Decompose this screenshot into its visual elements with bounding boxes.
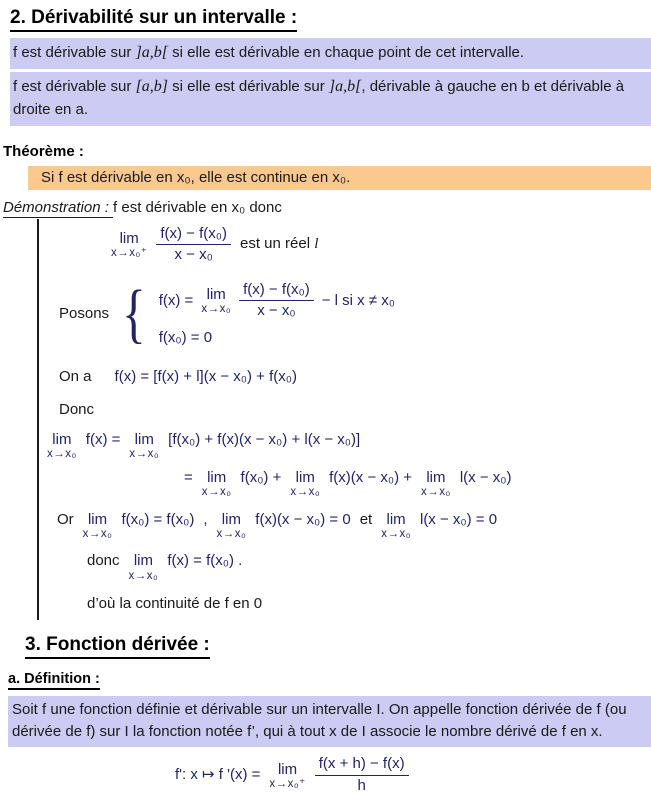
- line2-term2: f(x)(x − x₀) +: [329, 468, 413, 486]
- demonstration-label: Démonstration :: [3, 198, 114, 216]
- et-label: et: [359, 510, 373, 528]
- limit-operator: [217, 511, 247, 541]
- ell-symbol: l: [314, 236, 319, 253]
- equals-sign: =: [184, 468, 193, 486]
- limit-operator: [83, 511, 113, 541]
- system-brace: {: [122, 277, 146, 350]
- demonstration-intro-row: [3, 199, 651, 216]
- lim-subscript: x→x₀: [201, 486, 232, 498]
- donc-label: Donc: [59, 401, 95, 419]
- demonstration-block: [37, 219, 651, 620]
- difference-quotient-fraction: [156, 225, 231, 266]
- lim-subscript: x→x₀: [290, 486, 321, 498]
- donc2-label: donc: [87, 552, 120, 570]
- difference-quotient-fraction: [239, 281, 314, 322]
- system-row1-lhs: f(x) =: [158, 291, 194, 309]
- or-row: [57, 511, 651, 541]
- or-label: Or: [57, 510, 74, 528]
- lim-word: lim: [221, 510, 241, 528]
- limit-equation-line1: [47, 431, 651, 461]
- limit-operator: [201, 286, 231, 316]
- box2-interval-closed: [a,b]: [135, 78, 169, 95]
- lim-subscript: x→x₀: [82, 527, 113, 540]
- section3-heading-row: [25, 634, 651, 659]
- derivative-function-definition-box: [8, 696, 651, 747]
- formula-limit-definition: [111, 225, 651, 266]
- box2-interval-open: ]a,b[: [328, 78, 362, 95]
- lim-word: lim: [295, 468, 315, 486]
- line1-expression: [f(x₀) + f(x)(x − x₀) + l(x − x₀)]: [168, 431, 361, 448]
- box2-text-3: , dérivable à gauche en b et dérivable à droite en a.: [13, 78, 625, 118]
- line2-term3: l(x − x₀): [459, 468, 512, 486]
- continuity-conclusion: d’où la continuité de f en 0: [87, 595, 263, 612]
- lim-word: lim: [207, 468, 227, 486]
- comma: ,: [203, 510, 208, 528]
- box1-interval-open: ]a,b[: [135, 44, 169, 61]
- or-term1: f(x₀) = f(x₀): [121, 510, 195, 528]
- box1-text-1: f est dérivable sur: [13, 44, 136, 61]
- system-row-1: [159, 281, 395, 322]
- lim-word: lim: [426, 468, 446, 486]
- section2-heading-row: [10, 7, 651, 32]
- lim-subscript: x→x₀: [381, 527, 411, 540]
- fraction-denominator: x − x₀: [239, 300, 314, 321]
- donc2-expression: f(x) = f(x₀) .: [167, 552, 243, 570]
- limit-operator: [202, 469, 232, 499]
- demonstration-intro: f est dérivable en x₀ donc: [113, 198, 282, 216]
- system-row2-expr: f(x₀) = 0: [158, 329, 213, 347]
- lim-subscript: x→x₀⁺: [269, 777, 306, 790]
- donc-row: [59, 401, 651, 420]
- or-term2: f(x)(x − x₀) = 0: [255, 510, 351, 528]
- limit-operator: [269, 761, 305, 791]
- conclusion-row: [87, 595, 651, 614]
- limit-operator: [129, 552, 159, 582]
- posons-system: [59, 273, 651, 356]
- difference-quotient-fraction: [315, 755, 409, 796]
- lim-subscript: x→x₀: [128, 569, 159, 582]
- system-row-2: [159, 329, 395, 348]
- lim-word: lim: [52, 431, 72, 448]
- lim-subscript: x→x₀⁺: [111, 247, 148, 260]
- lim-word: lim: [206, 286, 226, 303]
- posons-label: Posons: [59, 304, 110, 322]
- box2-text-2: si elle est dérivable sur: [168, 78, 329, 95]
- or-term3: l(x − x₀) = 0: [419, 510, 498, 528]
- lim-word: lim: [386, 510, 406, 528]
- donc-conclusion-row: [87, 552, 651, 582]
- lim-word: lim: [119, 229, 139, 247]
- ona-row: [59, 368, 651, 387]
- limit-operator: [381, 511, 411, 541]
- limit-equation-line2: [184, 469, 651, 499]
- formula1-tail-text: est un réel: [239, 235, 311, 253]
- lim-subscript: x→x₀: [47, 448, 77, 461]
- line1-middle: f(x) =: [85, 431, 121, 448]
- formula1-tail: [240, 235, 318, 254]
- definition-box-interval-closed: [10, 72, 651, 126]
- limit-operator: [47, 431, 77, 461]
- lim-word: lim: [277, 760, 298, 778]
- lim-subscript: x→x₀: [129, 448, 160, 461]
- definition-box-interval-open: [10, 38, 651, 69]
- theorem-heading: Théorème :: [3, 142, 84, 160]
- system-rows: [159, 281, 395, 348]
- limit-operator: [111, 230, 147, 260]
- box2-text-1: f est dérivable sur: [13, 78, 136, 95]
- formula-lhs: f': x ↦ f '(x) =: [175, 766, 261, 783]
- theorem-statement: Si f est dérivable en x₀, elle est continue en x₀.: [41, 168, 351, 186]
- lim-word: lim: [133, 552, 153, 570]
- ona-expression: f(x) = [f(x) + l](x − x₀) + f(x₀): [114, 367, 297, 385]
- ona-label: On a: [59, 367, 92, 385]
- section3-title: 3. Fonction dérivée :: [25, 634, 210, 659]
- fraction-denominator: h: [315, 775, 409, 796]
- limit-operator: [290, 469, 320, 499]
- lim-subscript: x→x₀: [201, 303, 232, 316]
- derivative-function-formula: [175, 755, 651, 796]
- system-row1-tail: − l si x ≠ x₀: [321, 291, 395, 309]
- lim-word: lim: [134, 431, 154, 448]
- fraction-numerator: f(x) − f(x₀): [243, 280, 310, 298]
- definition-heading-row: [0, 665, 651, 696]
- fraction-denominator: x − x₀: [156, 244, 231, 265]
- fraction-numerator: f(x + h) − f(x): [318, 755, 405, 773]
- fraction-numerator: f(x) − f(x₀): [160, 224, 227, 242]
- lim-word: lim: [87, 510, 108, 528]
- limit-operator: [129, 431, 159, 461]
- lim-subscript: x→x₀: [216, 527, 247, 540]
- section2-title: 2. Dérivabilité sur un intervalle :: [10, 7, 297, 32]
- lim-subscript: x→x₀: [421, 486, 451, 498]
- theorem-statement-box: [28, 166, 651, 190]
- definition-heading: a. Définition :: [8, 671, 100, 690]
- line2-term1: f(x₀) +: [240, 468, 282, 486]
- limit-operator: [421, 469, 451, 499]
- box1-text-2: si elle est dérivable en chaque point de cet intervalle.: [168, 44, 525, 61]
- definition-text: Soit f une fonction définie et dérivable sur un intervalle I. On appelle fonction dérivée de f (ou dérivée de f) sur I la fonction notée f’, qui à tout x de I associe le nombre dérivé de f en x.: [12, 700, 627, 740]
